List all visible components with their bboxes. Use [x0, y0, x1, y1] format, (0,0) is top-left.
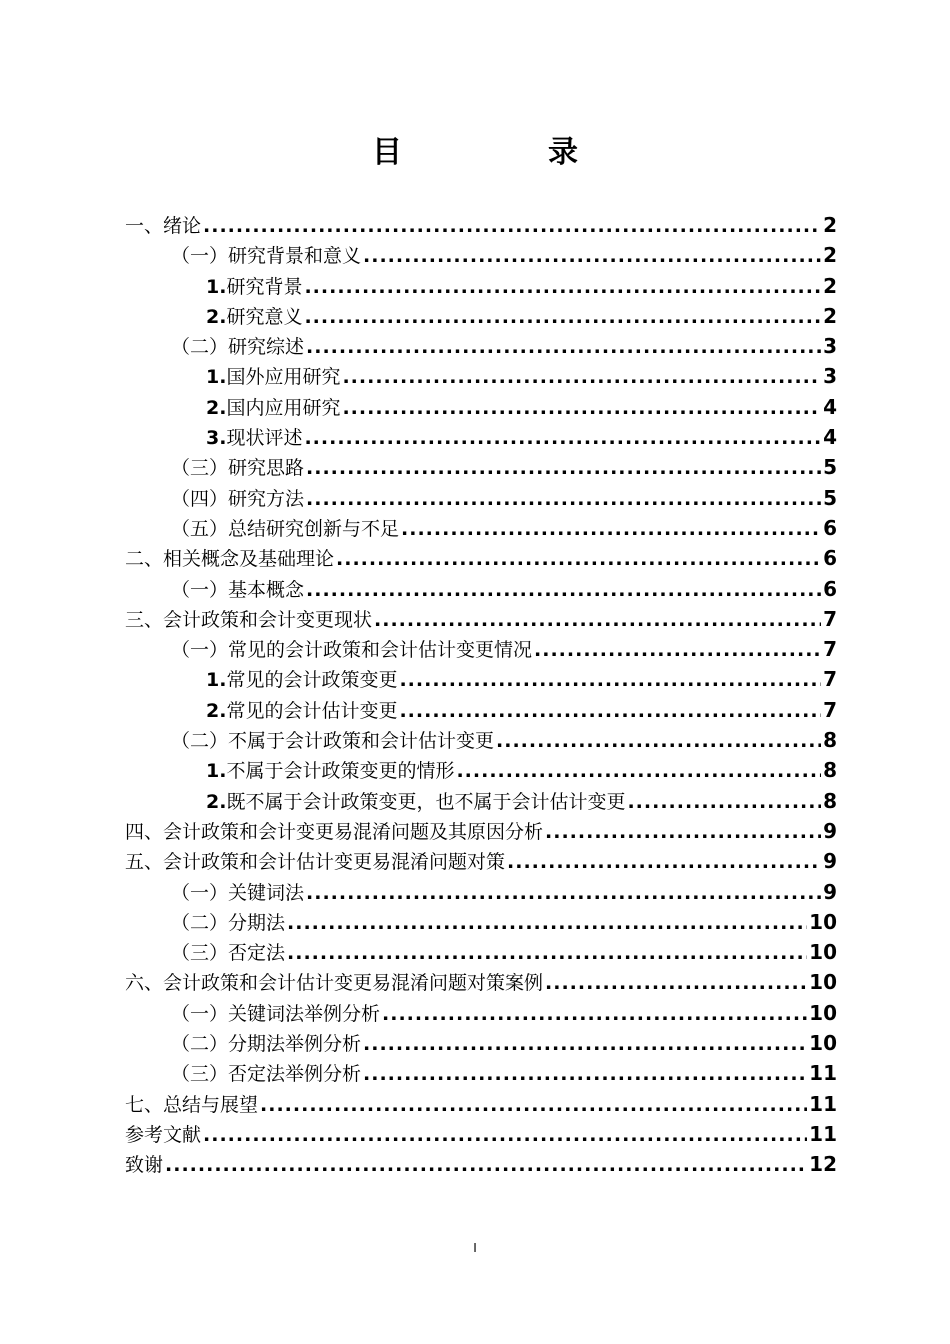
- toc-leader-dots: [382, 999, 807, 1029]
- toc-entry-page: 2: [823, 303, 837, 328]
- toc-entry[interactable]: [125, 240, 837, 270]
- toc-entry-text: 参考文献: [125, 1123, 202, 1146]
- toc-entry-text: 致谢: [125, 1154, 164, 1177]
- toc-entry-text: 五、会计政策和会计估计变更易混淆问题对策: [125, 851, 506, 874]
- toc-entry-text: （一）关键词法: [171, 881, 305, 904]
- toc-entry-page: 10: [809, 909, 837, 934]
- toc-entry[interactable]: [125, 543, 837, 573]
- toc-entry-label: [171, 635, 532, 665]
- toc-entry-label: [125, 847, 505, 877]
- toc-entry-page: 6: [823, 576, 837, 601]
- toc-entry-page: 10: [809, 1000, 837, 1025]
- toc-entry-text: 国内应用研究: [226, 396, 341, 419]
- toc-leader-dots: [545, 817, 821, 847]
- toc-entry-number: 2.: [206, 396, 227, 419]
- toc-entry-text: （二）不属于会计政策和会计估计变更: [171, 730, 495, 753]
- toc-entry[interactable]: [125, 301, 837, 331]
- toc-entry[interactable]: [125, 846, 837, 876]
- toc-entry-label: [171, 332, 304, 362]
- toc-entry-text: （三）否定法: [171, 942, 286, 965]
- toc-entry-page: 7: [823, 667, 837, 692]
- toc-entry-label: [125, 605, 372, 635]
- toc-entry-text: 研究背景: [226, 275, 303, 298]
- toc-entry-text: 六、会计政策和会计估计变更易混淆问题对策案例: [125, 972, 544, 995]
- toc-leader-dots: [306, 484, 821, 514]
- toc-entry-number: 3.: [206, 427, 227, 450]
- toc-entry[interactable]: [125, 513, 837, 543]
- toc-entry-label: [206, 302, 302, 332]
- toc-entry-text: 不属于会计政策变更的情形: [226, 760, 455, 783]
- toc-entry-label: [125, 1090, 258, 1120]
- toc-entry[interactable]: [125, 877, 837, 907]
- toc-entry-page: 10: [809, 1031, 837, 1056]
- toc-entry[interactable]: [125, 634, 837, 664]
- toc-leader-dots: [627, 787, 821, 817]
- toc-entry-text: （二）分期法: [171, 911, 286, 934]
- toc-entry-number: 2.: [206, 790, 227, 813]
- toc-entry-number: 2.: [206, 699, 227, 722]
- toc-leader-dots: [507, 847, 821, 877]
- toc-entry[interactable]: [125, 755, 837, 785]
- toc-entry[interactable]: [125, 725, 837, 755]
- toc-entry-label: [125, 211, 201, 241]
- toc-entry-page: 2: [823, 273, 837, 298]
- toc-entry-label: [171, 999, 380, 1029]
- toc-leader-dots: [399, 665, 821, 695]
- toc-entry[interactable]: [125, 664, 837, 694]
- toc-entry-text: 二、相关概念及基础理论: [125, 548, 335, 571]
- toc-entry[interactable]: [125, 1028, 837, 1058]
- toc-entry-label: [206, 696, 397, 726]
- toc-entry-text: 一、绪论: [125, 215, 202, 237]
- toc-leader-dots: [306, 453, 821, 483]
- toc-leader-dots: [203, 1120, 807, 1150]
- toc-entry-page: 4: [823, 394, 837, 419]
- toc-entry-text: （一）研究背景和意义: [171, 245, 362, 268]
- toc-entry-text: （一）常见的会计政策和会计估计变更情况: [171, 639, 533, 662]
- toc-leader-dots: [496, 726, 821, 756]
- toc-entry-page: 2: [823, 243, 837, 268]
- toc-entry-text: （三）否定法举例分析: [171, 1063, 362, 1086]
- toc-leader-dots: [260, 1090, 807, 1120]
- toc-leader-dots: [401, 514, 821, 544]
- toc-leader-dots: [287, 908, 807, 938]
- toc-leader-dots: [534, 635, 821, 665]
- toc-entry-page: 2: [823, 213, 837, 237]
- toc-entry-label: [125, 1150, 163, 1180]
- toc-entry-label: [171, 575, 304, 605]
- toc-entry-page: 11: [809, 1061, 837, 1086]
- toc-entry-page: 9: [823, 849, 837, 874]
- toc-entry-page: 8: [823, 788, 837, 813]
- toc-entry-page: 4: [823, 425, 837, 450]
- toc-entry-label: [206, 272, 302, 302]
- toc-entry-text: 既不属于会计政策变更，也不属于会计估计变更: [226, 790, 626, 813]
- toc-entry-label: [206, 362, 340, 392]
- toc-entry-text: 常见的会计政策变更: [226, 669, 398, 692]
- toc-entry-label: [125, 968, 543, 998]
- toc-leader-dots: [342, 362, 821, 392]
- toc-entry-text: （四）研究方法: [171, 487, 305, 510]
- toc-entry-text: 三、会计政策和会计变更现状: [125, 608, 373, 631]
- toc-leader-dots: [363, 241, 821, 271]
- toc-entry-page: 5: [823, 455, 837, 480]
- toc-entry[interactable]: [125, 271, 837, 301]
- toc-leader-dots: [203, 211, 821, 241]
- toc-leader-dots: [399, 696, 821, 726]
- toc-entry-number: 1.: [206, 760, 227, 783]
- page-number: I: [473, 1241, 477, 1255]
- toc-entry-page: 10: [809, 940, 837, 965]
- toc-entry-label: [171, 453, 304, 483]
- page-title: 目 录: [372, 135, 636, 170]
- toc-entry-number: 1.: [206, 275, 227, 298]
- toc-entry[interactable]: [125, 392, 837, 422]
- toc-leader-dots: [374, 605, 821, 635]
- toc-leader-dots: [287, 938, 807, 968]
- toc-entry-page: 8: [823, 758, 837, 783]
- toc-entry[interactable]: [125, 210, 837, 240]
- toc-entry-page: 6: [823, 546, 837, 571]
- toc-leader-dots: [545, 968, 807, 998]
- toc-entry-page: 9: [823, 879, 837, 904]
- toc-entry[interactable]: [125, 452, 837, 482]
- toc-leader-dots: [306, 575, 821, 605]
- toc-entry-label: [125, 817, 543, 847]
- toc-entry-page: 3: [823, 334, 837, 359]
- toc-entry-text: 四、会计政策和会计变更易混淆问题及其原因分析: [125, 820, 544, 843]
- toc-entry-label: [171, 938, 285, 968]
- toc-entry-page: 6: [823, 515, 837, 540]
- toc-entry-label: [171, 726, 494, 756]
- toc-entry-page: 7: [823, 697, 837, 722]
- toc-entry[interactable]: [125, 483, 837, 513]
- toc-entry-text: 国外应用研究: [226, 366, 341, 389]
- toc-leader-dots: [304, 302, 821, 332]
- toc-entry-number: 2.: [206, 305, 227, 328]
- toc-entry-label: [171, 514, 399, 544]
- toc-entry-label: [206, 787, 625, 817]
- toc-entry-text: （一）基本概念: [171, 578, 305, 601]
- toc-entry-label: [171, 878, 304, 908]
- toc-leader-dots: [363, 1029, 807, 1059]
- toc-entry-label: [206, 393, 340, 423]
- toc-entry-label: [171, 241, 361, 271]
- toc-entry-label: [171, 1059, 361, 1089]
- toc-entry[interactable]: [125, 937, 837, 967]
- toc-entry-page: 10: [809, 970, 837, 995]
- toc-leader-dots: [342, 393, 821, 423]
- toc-leader-dots: [306, 878, 821, 908]
- toc-entry-text: 七、总结与展望: [125, 1093, 259, 1116]
- toc-entry-page: 11: [809, 1091, 837, 1116]
- toc-entry[interactable]: [125, 967, 837, 997]
- toc-entry[interactable]: [125, 331, 837, 361]
- toc-entry-page: 7: [823, 637, 837, 662]
- toc-entry-text: （三）研究思路: [171, 457, 305, 480]
- toc-entry-label: [206, 665, 397, 695]
- toc-entry-page: 8: [823, 728, 837, 753]
- toc-entry[interactable]: [125, 574, 837, 604]
- toc-entry-text: 常见的会计估计变更: [226, 699, 398, 722]
- toc-entry[interactable]: [125, 695, 837, 725]
- toc-leader-dots: [165, 1150, 807, 1180]
- toc-entry-number: 1.: [206, 366, 227, 389]
- toc-entry-text: （二）研究综述: [171, 336, 305, 359]
- toc-entry-page: 3: [823, 364, 837, 389]
- toc-entry-text: 现状评述: [226, 427, 303, 450]
- toc-leader-dots: [456, 756, 821, 786]
- toc-entry-label: [206, 756, 454, 786]
- toc-entry-page: 5: [823, 485, 837, 510]
- toc-entry-label: [171, 908, 285, 938]
- toc-entry-text: （一）关键词法举例分析: [171, 1002, 381, 1025]
- toc-entry[interactable]: [125, 1058, 837, 1088]
- toc-leader-dots: [363, 1059, 807, 1089]
- toc-leader-dots: [304, 423, 821, 453]
- toc-entry[interactable]: [125, 604, 837, 634]
- toc-leader-dots: [306, 332, 821, 362]
- toc-entry[interactable]: [125, 1119, 837, 1149]
- toc-entry[interactable]: [125, 907, 837, 937]
- toc-entry-page: 12: [809, 1152, 837, 1177]
- toc-entry-number: 1.: [206, 669, 227, 692]
- toc-entry[interactable]: [125, 422, 837, 452]
- toc-entry-label: [171, 484, 304, 514]
- toc-entry[interactable]: [125, 998, 837, 1028]
- toc-entry-page: 9: [823, 818, 837, 843]
- toc-entry-page: 11: [809, 1121, 837, 1146]
- toc-leader-dots: [304, 272, 821, 302]
- toc-entry[interactable]: [125, 361, 837, 391]
- toc-entry[interactable]: [125, 786, 837, 816]
- table-of-contents: [125, 210, 837, 1180]
- toc-entry-page: 7: [823, 606, 837, 631]
- toc-entry-label: [125, 1120, 201, 1150]
- toc-entry-label: [206, 423, 302, 453]
- toc-entry[interactable]: [125, 816, 837, 846]
- toc-entry[interactable]: [125, 1149, 837, 1179]
- toc-entry-label: [125, 544, 334, 574]
- toc-entry-text: （二）分期法举例分析: [171, 1033, 362, 1056]
- toc-entry-text: 研究意义: [226, 305, 303, 328]
- toc-leader-dots: [336, 544, 821, 574]
- toc-entry[interactable]: [125, 1089, 837, 1119]
- toc-entry-text: （五）总结研究创新与不足: [171, 517, 400, 540]
- toc-entry-label: [171, 1029, 361, 1059]
